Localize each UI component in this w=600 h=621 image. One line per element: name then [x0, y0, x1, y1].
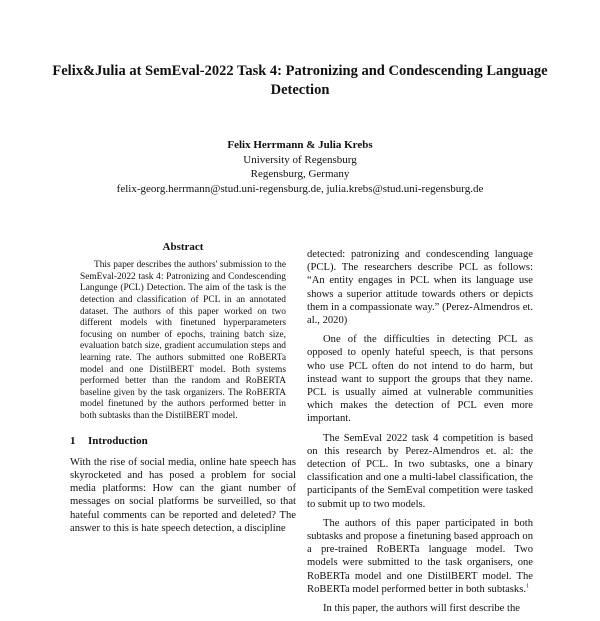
author-block [40, 138, 560, 196]
affiliation-university: University of Regensburg [243, 153, 357, 166]
author-names: Felix Herrmann & Julia Krebs [227, 139, 373, 151]
section-title: Introduction [88, 434, 148, 447]
affiliation-location: Regensburg, Germany [250, 168, 350, 180]
footnote-marker: 1 [526, 583, 529, 590]
right-paragraph-5: In this paper, the authors will first describe the [323, 603, 520, 615]
right-paragraph-3: The SemEval 2022 task 4 competition is based on this research by Perez-Almendros et. al: the detection of PCL. In two subtasks, one a binary classification and one a multi-label classification, the participants of the SemEval competition were tasked to submit up to two models. [307, 432, 533, 510]
right-paragraph-4 [307, 517, 533, 596]
abstract-body: This paper describes the authors' submission to the SemEval-2022 task 4: Patronizing and Condescending Langunge (PCL) Detection. The aim of the task is the detection and classification of PCL in an annotated dataset. The authors of this paper worked on two different models with finetuned hyperparameters focusing on number of epochs, training batch size, evaluation batch size, gradient accumulation steps and learning rate. The authors submitted one RoBERTa model and one DistilBERT model. Both systems performed better than the random and RoBERTA baseline given by the task organizers. The RoBERTA model finetuned by the authors performed better in both subtasks than the DistilBERT model. [80, 260, 286, 421]
author-emails: felix-georg.herrmann@stud.uni-regensburg.de, julia.krebs@stud.uni-regensburg.de [116, 182, 484, 195]
right-paragraph-4-text: The authors of this paper participated in both subtasks and propose a finetuning based approach on a pre-trained RoBERTa language model. Two models were submitted to the task organisers, one RoBERTa model and one DistilBERT model. The RoBERTa model performed better in both subtasks. [307, 517, 533, 595]
section-heading-introduction [70, 435, 296, 448]
section-number: 1 [70, 434, 76, 447]
abstract-heading: Abstract [162, 241, 204, 253]
right-column [307, 248, 533, 621]
intro-paragraph: With the rise of social media, online hate speech has skyrocketed and has posed a problem for social media platforms: How can the giant number of messages on social platforms be surveilled, so that hateful comments can be reported and deleted? The answer to this is hate speech detection, a discipline [70, 456, 296, 534]
paper-title: Felix&Julia at SemEval-2022 Task 4: Patronizing and Condescending Language Detection [52, 63, 548, 98]
right-paragraph-1: detected: patronizing and condescending language (PCL). The researchers describe PCL as follows: “An entity engages in PCL when its language use shows a superior attitude towards others or depicts them in a compassionate way.” (Perez-Almendros et. al., 2020) [307, 249, 533, 327]
left-column [70, 241, 296, 541]
right-paragraph-2: One of the difficulties in detecting PCL as opposed to openly hateful speech, is that persons who use PCL often do not intend to do harm, but instead want to support the groups that they name. PCL is usually aimed at vulnerable communities which makes the detection of PCL even more important. [307, 334, 533, 425]
